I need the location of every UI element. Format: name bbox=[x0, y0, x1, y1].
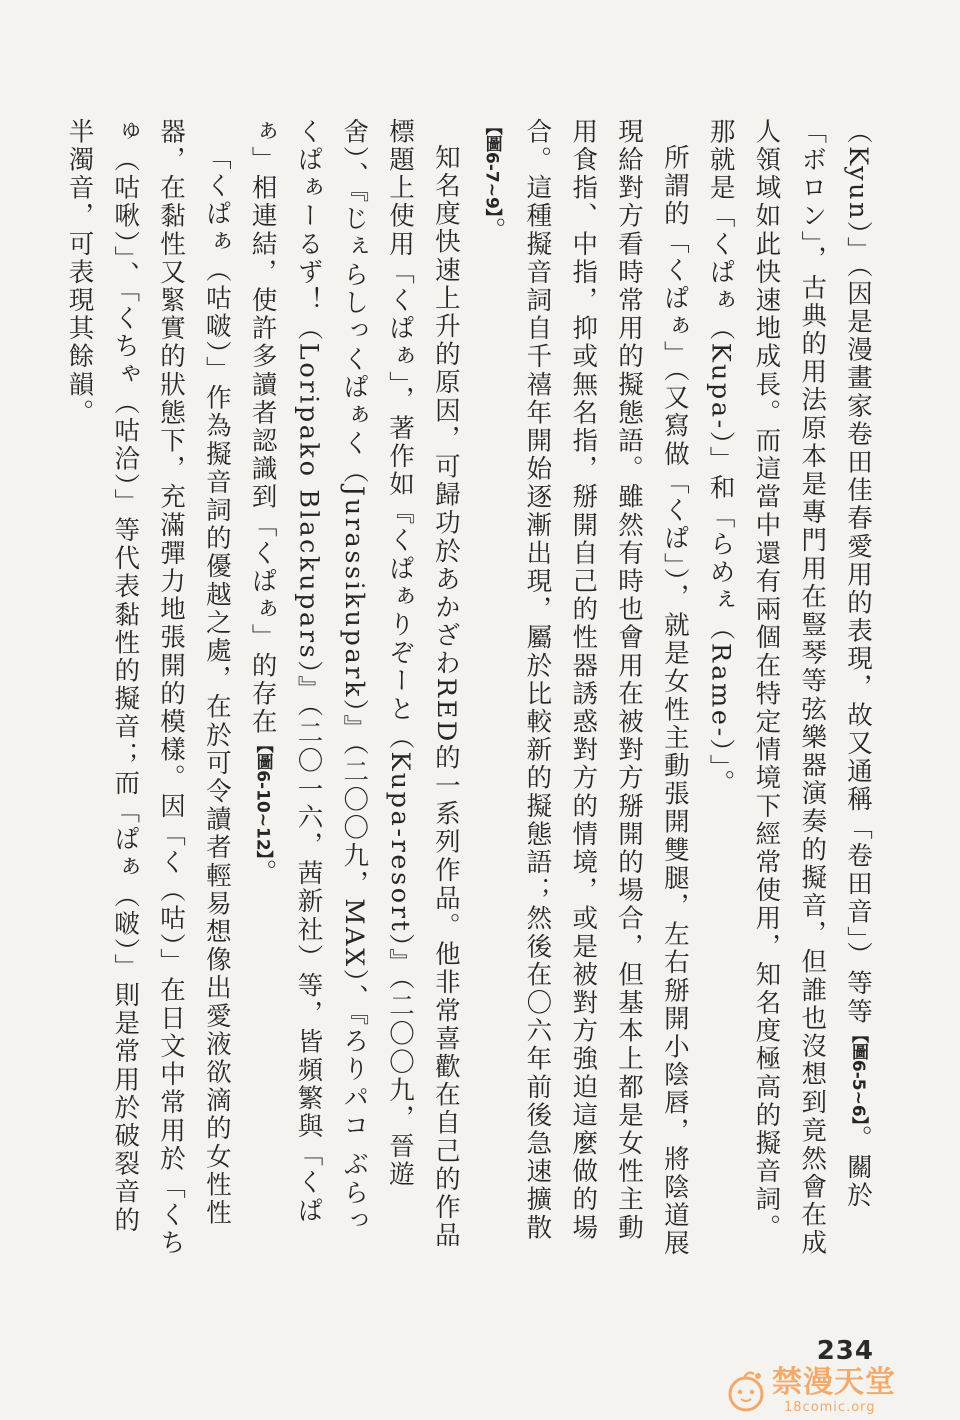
figure-ref-2: 【圖6-7~9】 bbox=[481, 118, 502, 218]
watermark-title: 禁漫天堂 bbox=[772, 1365, 896, 1400]
paragraph-2-after: 。 bbox=[476, 217, 507, 246]
watermark bbox=[724, 1366, 944, 1418]
body-text bbox=[56, 118, 880, 1258]
figure-ref-1: 【圖6-5~6】 bbox=[848, 1025, 868, 1126]
paragraph-3-text: 知名度快速上升的原因，可歸功於あかざわRED的一系列作品。他非常喜歡在自己的作品標題上使用「くぱぁ」，著作如『くぱぁりぞーと（Kupa-resort）』（二〇〇九，晉遊舍）、『じぇらしっくぱぁく（Jurassikupark）』（二〇〇九，MAX）、『ろりパコ ぶらっくぱぁーるず！（Loripako Blackupars）』（二〇一六，茜新社）等，皆頻繁與「くぱぁ」相連結，使許多讀者認識到「くぱぁ」的存在 bbox=[247, 118, 461, 1250]
paragraph-1 bbox=[697, 118, 880, 1258]
figure-ref-3: 【圖6-10~12】 bbox=[252, 736, 273, 860]
paragraph-4 bbox=[56, 118, 239, 1258]
paragraph-3 bbox=[239, 118, 468, 1258]
paragraph-3-after: 。 bbox=[247, 859, 278, 888]
paragraph-2-text: 所謂的「くぱぁ」（又寫做「くぱ」），就是女性主動張開雙腿，左右掰開小陰唇，將陰道展現給對方看時常用的擬態語。雖然有時也會用在被對方掰開的場合，但基本上都是女性主動用食指、中指，抑或無名指，掰開自己的性器誘惑對方的情境，或是被對方強迫這麼做的場合。這種擬音詞自千禧年開始逐漸出現，屬於比較新的擬態語；然後在〇六年前後急速擴散 bbox=[522, 118, 690, 1258]
watermark-url: 18comic.org bbox=[784, 1400, 876, 1415]
paragraph-1-text: （Kyun）」（因是漫畫家卷田佳春愛用的表現，故又通稱「卷田音」）等等 bbox=[843, 118, 873, 1026]
watermark-logo-icon bbox=[724, 1368, 770, 1412]
paragraph-1-after: 。關於「ボロン」，古典的用法原本是專門用在豎琴等弦樂器演奏的擬音，但誰也沒想到竟然會在成人領域如此快速地成長。而這當中還有兩個在特定情境下經常使用，知名度極高的擬音詞。那就是「くぱぁ（Kupa-）」和「らめぇ（Rame-）」。 bbox=[705, 118, 873, 1258]
page-number: 234 bbox=[816, 1336, 874, 1366]
paragraph-2 bbox=[468, 118, 697, 1258]
paragraph-4-text: 「くぱぁ（咕啵）」作為擬音詞的優越之處，在於可令讀者輕易想像出愛液欲滴的女性性器，在黏性又緊實的狀態下，充滿彈力地張開的模樣。因「く（咕）」在日文中常用於「くちゅ（咕啾）」、「くちゃ（咕洽）」等代表黏性的擬音；而「ぱぁ（啵）」則是常用於破裂音的半濁音，可表現其餘韻。 bbox=[64, 118, 232, 1258]
